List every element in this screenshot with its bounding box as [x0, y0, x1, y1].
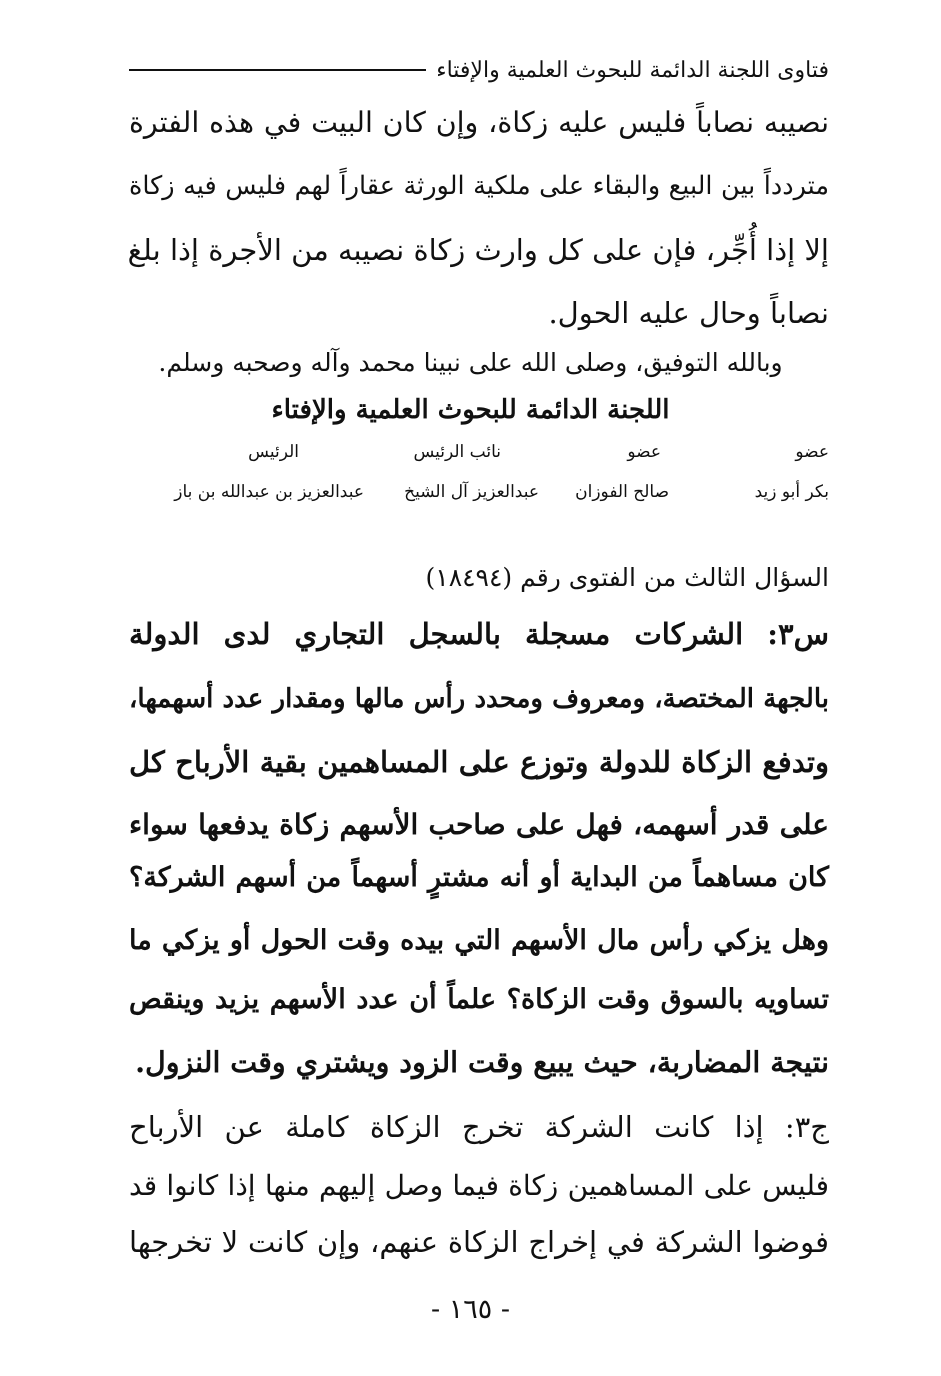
signatory-role: عضو [627, 442, 661, 462]
question-line: تساويه بالسوق وقت الزكاة؟ علماً أن عدد الأسهم يزيد وينقص [129, 984, 829, 1015]
signatory-name: بكر أبو زيد [754, 482, 829, 502]
signatory-name: عبدالعزيز آل الشيخ [404, 482, 539, 502]
top-paragraph-line: نصاباً وحال عليه الحول. [548, 296, 829, 330]
signatory-role: نائب الرئيس [413, 442, 501, 462]
question-line: بالجهة المختصة، ومعروف ومحدد رأس مالها ومقدار عدد أسهمها، [129, 684, 829, 714]
signatory-name: عبدالعزيز بن عبدالله بن باز [174, 482, 364, 502]
page-number: - ١٦٥ - [431, 1294, 510, 1325]
question-line: على قدر أسهمه، فهل على صاحب الأسهم زكاة يدفعها سواء [129, 808, 829, 841]
question-line: وتدفع الزكاة للدولة وتوزع على المساهمين بقية الأرباح كل [129, 745, 829, 779]
signatory-role: عضو [795, 442, 829, 462]
committee-name: اللجنة الدائمة للبحوث العلمية والإفتاء [271, 395, 670, 425]
question-heading: السؤال الثالث من الفتوى رقم (١٨٤٩٤) [425, 563, 829, 592]
question-line: وهل يزكي رأس مال الأسهم التي بيده وقت الحول أو يزكي ما [129, 925, 829, 956]
question-line: نتيجة المضاربة، حيث يبيع وقت الزود ويشتري وقت النزول. [135, 1045, 829, 1079]
header-rule [129, 69, 426, 71]
top-paragraph-line: متردداً بين البيع والبقاء على ملكية الورثة عقاراً لهم فليس فيه زكاة [129, 171, 829, 201]
signatory-role: الرئيس [248, 442, 299, 462]
running-header [129, 50, 829, 90]
answer-line: ج٣: إذا كانت الشركة تخرج الزكاة كاملة عن الأرباح [129, 1110, 829, 1144]
signatory-name: صالح الفوزان [575, 482, 669, 502]
question-line: كان مساهماً من البداية أو أنه مشترٍ أسهماً من أسهم الشركة؟ [129, 862, 829, 893]
signatory-names [109, 478, 829, 506]
answer-line: فوضوا الشركة في إخراج الزكاة عنهم، وإن كانت لا تخرجها [129, 1225, 829, 1259]
closing-formula: وبالله التوفيق، وصلى الله على نبينا محمد وآله وصحبه وسلم. [158, 348, 783, 377]
answer-line: فليس على المساهمين زكاة فيما وصل إليهم منها إذا كانوا قد [129, 1169, 829, 1202]
top-paragraph-line: إلا إذا أُجِّر، فإن على كل وارث زكاة نصيبه من الأجرة إذا بلغ [127, 233, 829, 267]
running-title: فتاوى اللجنة الدائمة للبحوث العلمية والإفتاء [436, 57, 829, 83]
question-line: س٣: الشركات مسجلة بالسجل التجاري لدى الدولة [129, 617, 829, 651]
signatory-roles [109, 438, 829, 466]
top-paragraph-line: نصيبه نصاباً فليس عليه زكاة، وإن كان البيت في هذه الفترة [129, 106, 829, 139]
